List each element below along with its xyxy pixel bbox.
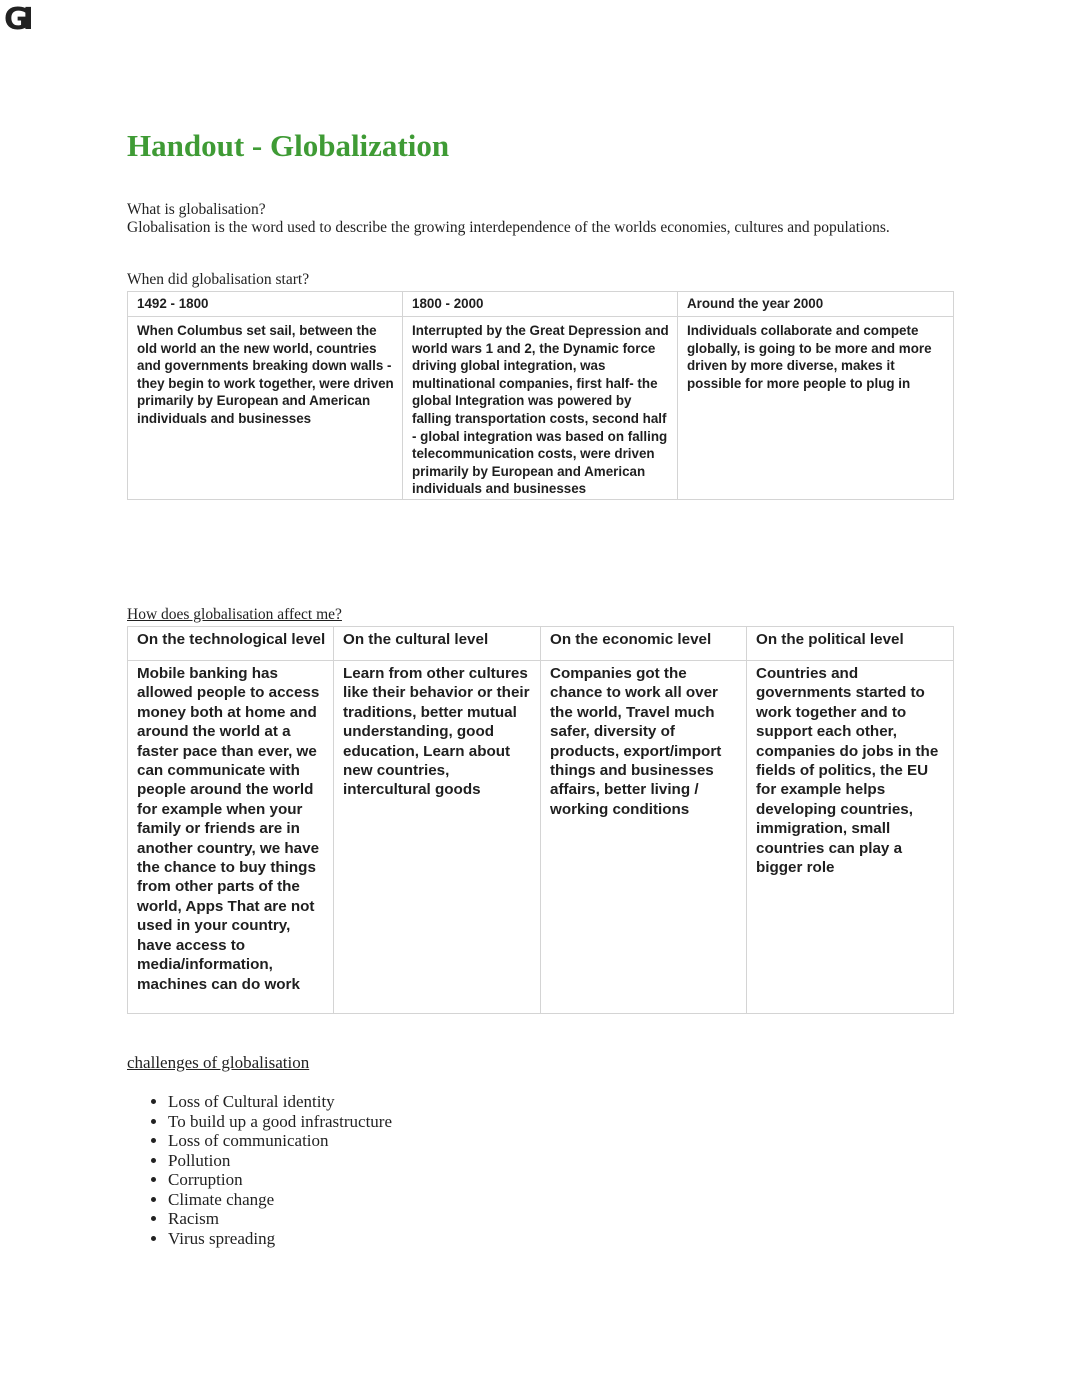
intro-answer: Globalisation is the word used to describe the growing interdependence of the worlds economies, cultures and populations. [127,219,890,236]
period-cell: Around the year 2000 [678,292,954,317]
period-description-cell: Interrupted by the Great Depression and world wars 1 and 2, the Dynamic force driving global integration, was multinational companies, first half- the global Integration was powered by falling transportation costs, second half - global integration was based on falling telecommunication costs, were driven primarily by European and American individuals and businesses [403,317,678,500]
list-item: • Loss of Cultural identity [168,1092,392,1112]
start-table [127,291,954,500]
list-item: • Pollution [168,1151,392,1171]
affect-heading: How does globalisation affect me? [127,606,342,623]
level-cell: On the technological level [128,627,334,661]
list-item: • Corruption [168,1170,392,1190]
period-description-cell: Individuals collaborate and compete globally, is going to be more and more driven by more diverse, makes it possible for more people to plug in [678,317,954,500]
level-cell: On the economic level [541,627,747,661]
table-row [128,661,954,1014]
logo: GI [4,2,28,37]
list-item: • Loss of communication [168,1131,392,1151]
list-item: • Climate change [168,1190,392,1210]
page-title: Handout - Globalization [127,128,450,163]
list-item: • Virus spreading [168,1229,392,1249]
challenges-list [127,1092,392,1248]
table-row [128,292,954,317]
level-cell: On the cultural level [334,627,541,661]
list-item: • Racism [168,1209,392,1229]
start-heading: When did globalisation start? [127,271,310,288]
level-description-cell: Mobile banking has allowed people to access money both at home and around the world at a faster pace than ever, we can communicate with people around the world for example when your family or friends are in another country, we have the chance to buy things from other parts of the world, Apps That are not used in your country, have access to media/information, machines can do work [128,661,334,1014]
list-item: • To build up a good infrastructure [168,1112,392,1132]
affect-table [127,626,954,1014]
period-description-cell: When Columbus set sail, between the old world an the new world, countries and governments breaking down walls - they begin to work together, were driven primarily by European and American individuals and businesses [128,317,403,500]
level-description-cell: Countries and governments started to work together and to support each other, companies do jobs in the fields of politics, the EU for example helps developing countries, immigration, small countries can play a bigger role [747,661,954,1014]
table-row [128,627,954,661]
level-description-cell: Learn from other cultures like their behavior or their traditions, better mutual understanding, good education, Learn about new countries, intercultural goods [334,661,541,1014]
period-cell: 1800 - 2000 [403,292,678,317]
intro-paragraph [127,201,890,237]
level-cell: On the political level [747,627,954,661]
period-cell: 1492 - 1800 [128,292,403,317]
table-row [128,317,954,500]
challenges-heading: challenges of globalisation [127,1053,310,1072]
level-description-cell: Companies got the chance to work all over the world, Travel much safer, diversity of products, export/import things and businesses affairs, better living / working conditions [541,661,747,1014]
intro-question: What is globalisation? [127,201,266,218]
